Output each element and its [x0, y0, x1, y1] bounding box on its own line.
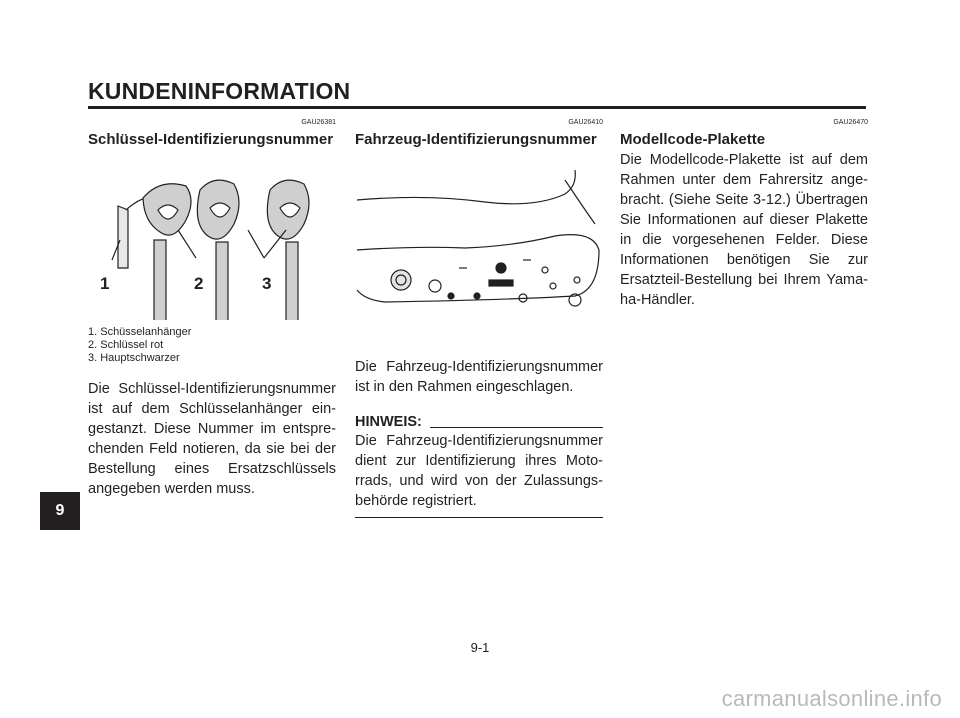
body-paragraph: Die Schlüssel-Identifizierungsnummer ist auf dem Schlüsselanhänger ein-gestanzt. Diese Nummer im entspre-chenden Feld notieren, da sie bei der Bestellung eines Ersatzschlüssels angegeben werden muss. — [88, 381, 336, 497]
frame-figure — [355, 150, 603, 320]
section-code: GAU26381 — [301, 119, 336, 126]
title-rule — [88, 106, 866, 109]
note-body: Die Fahrzeug-Identifizierungsnummer dient zur Identifizierung ihres Moto-rrads, und wird von der Zulassungs-behörde registriert. — [355, 433, 603, 509]
figure-label-2: 2 — [194, 274, 204, 293]
column-vin — [355, 118, 603, 518]
note-box — [355, 413, 603, 518]
page-number: 9-1 — [470, 640, 490, 655]
section-heading: Fahrzeug-Identifizierungsnummer — [355, 131, 597, 148]
chapter-tab: 9 — [40, 492, 80, 530]
caption-item: 1. Schüsselanhänger — [88, 326, 192, 338]
section-code: GAU26470 — [833, 119, 868, 126]
column-model-code — [620, 118, 868, 310]
figure-captions — [88, 326, 336, 365]
section-heading: Modellcode-Plakette — [620, 131, 766, 148]
page-title: KUNDENINFORMATION — [88, 78, 351, 104]
section-code: GAU26410 — [568, 119, 603, 126]
caption-item: 2. Schlüssel rot — [88, 339, 164, 351]
section-heading: Schlüssel-Identifizierungsnummer — [88, 131, 334, 148]
note-rule — [430, 427, 603, 428]
note-end-rule — [355, 517, 603, 518]
keys-illustration-icon — [88, 150, 336, 320]
figure-label-1: 1 — [100, 274, 110, 293]
body-paragraph: Die Modellcode-Plakette ist auf dem Rahmen unter dem Fahrersitz ange-bracht. (Siehe Seite 3-12.) Übertragen Sie Informationen auf dieser Plakette in die vorgesehenen Felder. Diese Informationen benötigen Sie zur Ersatzteil-Bestellung bei Ihrem Yama-ha-Händler. — [620, 152, 868, 308]
frame-illustration-icon — [355, 150, 603, 320]
keys-figure — [88, 150, 336, 320]
body-paragraph: Die Fahrzeug-Identifizierungsnummer ist in den Rahmen eingeschlagen. — [355, 359, 603, 395]
column-key-id — [88, 118, 336, 499]
watermark: carmanualsonline.info — [721, 686, 942, 711]
figure-label-3: 3 — [262, 274, 272, 293]
note-heading: HINWEIS: — [355, 414, 422, 430]
caption-item: 3. Hauptschwarzer — [88, 352, 180, 364]
